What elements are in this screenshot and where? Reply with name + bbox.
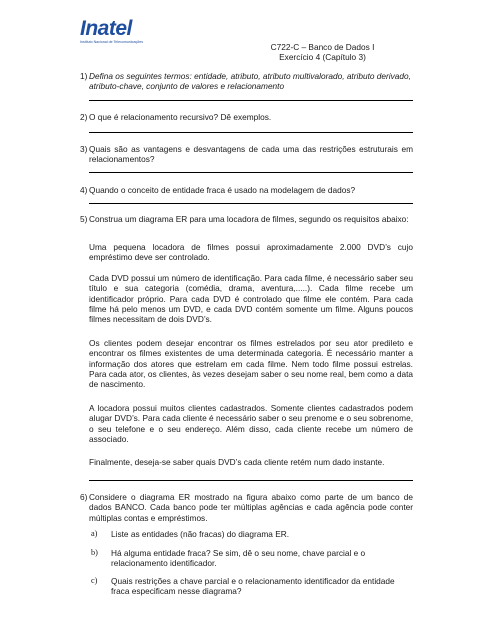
- question-text: Construa um diagrama ER para uma locadora de filmes, segundo os requisitos abaixo:: [89, 214, 409, 224]
- logo-tagline: Instituto Nacional de Telecomunicações: [80, 40, 144, 44]
- separator-line: [89, 132, 413, 133]
- course-title: C722-C – Banco de Dados I: [270, 42, 375, 52]
- paragraph: A locadora possui muitos clientes cadastrados. Somente clientes cadastrados podem alugar DVD’s. Para cada cliente é necessário saber o seu prenome e o seu sobrenome, o seu telefone e o seu endereço. Além disso, cada cliente recebe um número de associado.: [89, 403, 413, 444]
- question-number: 3): [80, 144, 88, 154]
- exercise-title: Exercício 4 (Capítulo 3): [279, 51, 366, 62]
- question-text: Quando o conceito de entidade fraca é usado na modelagem de dados?: [89, 185, 356, 195]
- question-number: 2): [80, 112, 88, 122]
- question-text: O que é relacionamento recursivo? Dê exemplos.: [89, 112, 272, 122]
- question-text: Considere o diagrama ER mostrado na figura abaixo como parte de um banco de dados BANCO. Cada banco pode ter múltiplas agências e cada agência pode conter múltiplas contas e empréstimos.: [89, 492, 413, 523]
- question-3: [80, 144, 413, 165]
- sub-question-letter: c): [91, 576, 98, 585]
- sub-question-text: Há alguma entidade fraca? Se sim, dê o seu nome, chave parcial e o relacionamento identificador.: [111, 548, 366, 569]
- question-terms: entidade, atributo, atributo multivalorado, atributo derivado, atributo-chave, conjunto de valores e relacionamento: [89, 71, 411, 92]
- inatel-logo: [80, 18, 143, 44]
- sub-question-text: Quais restrições a chave parcial e o relacionamento identificador da entidade fraca especificam nesse diagrama?: [111, 576, 395, 597]
- question-1: [80, 71, 413, 92]
- sub-question-b: [91, 548, 411, 569]
- sub-question-letter: a): [91, 529, 98, 538]
- sub-question-text: Liste as entidades (não fracas) do diagrama ER.: [111, 529, 290, 539]
- logo-name: Inatel: [80, 17, 132, 40]
- question-5: [80, 214, 413, 224]
- question-4: [80, 185, 413, 195]
- question-text: Quais são as vantagens e desvantagens de cada uma das restrições estruturais em relacionamentos?: [89, 144, 413, 165]
- question-6: [80, 492, 413, 523]
- paragraph: Finalmente, deseja-se saber quais DVD’s cada cliente retém num dado instante.: [89, 457, 385, 467]
- question-number: 6): [80, 492, 88, 502]
- separator-line: [89, 100, 413, 101]
- paragraph: Os clientes podem desejar encontrar os filmes estrelados por seu ator predileto e encontrar os filmes existentes de uma determinada categoria. É necessário manter a informação dos atores que estrelam em cada filme. Nem todo filme possui estrelas. Para cada ator, os clientes, às vezes desejam saber o seu nome real, bem como a data de nascimento.: [89, 338, 413, 390]
- paragraph: Uma pequena locadora de filmes possui aproximadamente 2.000 DVD’s cujo empréstimo deve ser controlado.: [89, 242, 413, 263]
- separator-line: [89, 480, 413, 481]
- separator-line: [89, 172, 413, 173]
- sub-question-letter: b): [91, 548, 98, 557]
- question-number: 1): [80, 71, 88, 81]
- question-number: 5): [80, 214, 88, 224]
- question-text: Defina os seguintes termos:: [89, 71, 195, 81]
- question-2: [80, 112, 413, 122]
- paragraph: Cada DVD possui um número de identificação. Para cada filme, é necessário saber seu título e sua categoria (comédia, drama, aventura,.....). Cada filme recebe um identificador próprio. Para cada DVD é controlado que filme ele contém. Para cada filme há pelo menos um DVD, e cada DVD contém somente um filme. Alguns poucos filmes necessitam de dois DVD’s.: [89, 273, 413, 325]
- sub-question-a: [91, 529, 411, 539]
- document-header: [0, 43, 495, 62]
- question-number: 4): [80, 185, 88, 195]
- sub-question-c: [91, 576, 411, 597]
- separator-line: [89, 203, 413, 204]
